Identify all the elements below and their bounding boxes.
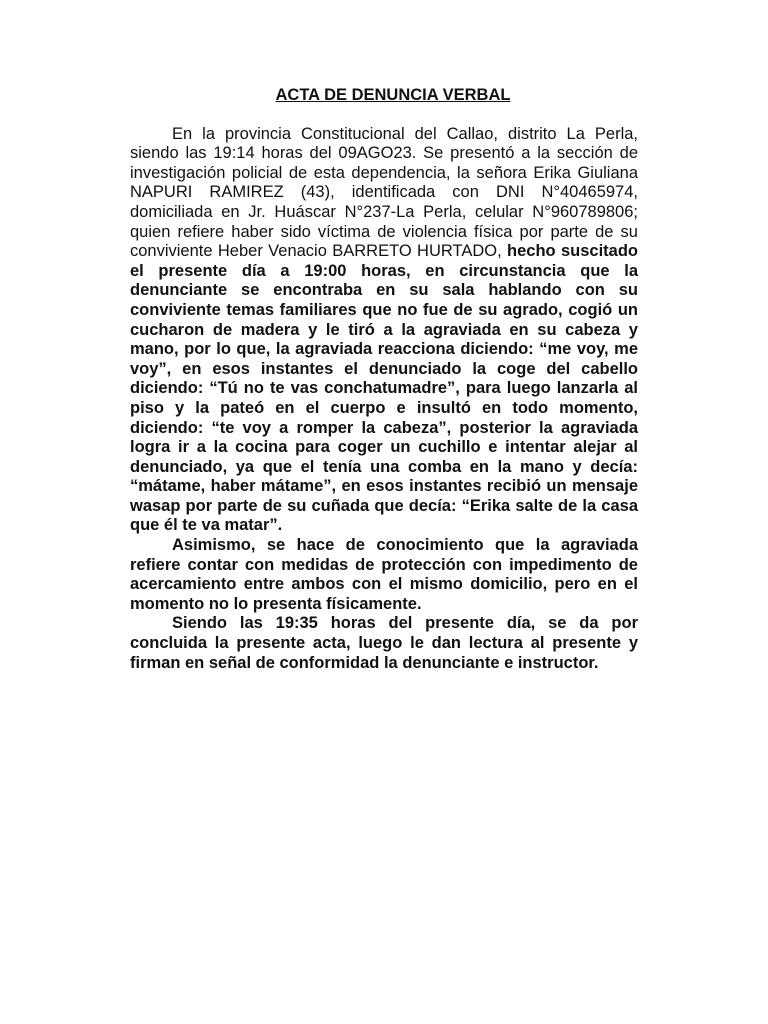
paragraph-2: Asimismo, se hace de conocimiento que la agraviada refiere contar con medidas de protección con impedimento de acercamiento entre ambos con el mismo domicilio, pero en el momento no lo presenta físicamente. [130,536,638,613]
paragraph-1-intro: En la provincia Constitucional del Callao, distrito La Perla, siendo las 19:14 horas del 09AGO23. Se presentó a la sección de investigación policial de esta dependencia, la señora Erika Giuliana NAPURI RAMIREZ (43), identificada con DNI N°40465974, domiciliada en Jr. Huáscar N°237-La Perla, celular N°960789806; quien refiere haber sido víctima de violencia física por parte de su conviviente Heber Venacio BARRETO HURTADO, [130,124,638,261]
paragraph-1 [130,125,638,536]
document-title: ACTA DE DENUNCIA VERBAL [275,86,511,104]
paragraph-3: Siendo las 19:35 horas del presente día, se da por concluida la presente acta, luego le dan lectura al presente y firman en señal de conformidad la denunciante e instructor. [130,614,638,672]
paragraph-1-facts: hecho suscitado el presente día a 19:00 horas, en circunstancia que la denunciante se encontraba en su sala hablando con su conviviente temas familiares que no fue de su agrado, cogió un cucharon de madera y le tiró a la agraviada en su cabeza y mano, por lo que, la agraviada reacciona diciendo: “me voy, me voy”, en esos instantes el denunciado la coge del cabello diciendo: “Tú no te vas conchatumadre”, para luego lanzarla al piso y la pateó en el cuerpo e insultó en todo momento, diciendo: “te voy a romper la cabeza”, posterior la agraviada logra ir a la cocina para coger un cuchillo e intentar alejar al denunciado, ya que el tenía una comba en la mano y decía: “mátame, haber mátame”, en esos instantes recibió un mensaje wasap por parte de su cuñada que decía: “Erika salte de la casa que él te va matar”. [130,242,639,535]
document-page [130,86,638,673]
